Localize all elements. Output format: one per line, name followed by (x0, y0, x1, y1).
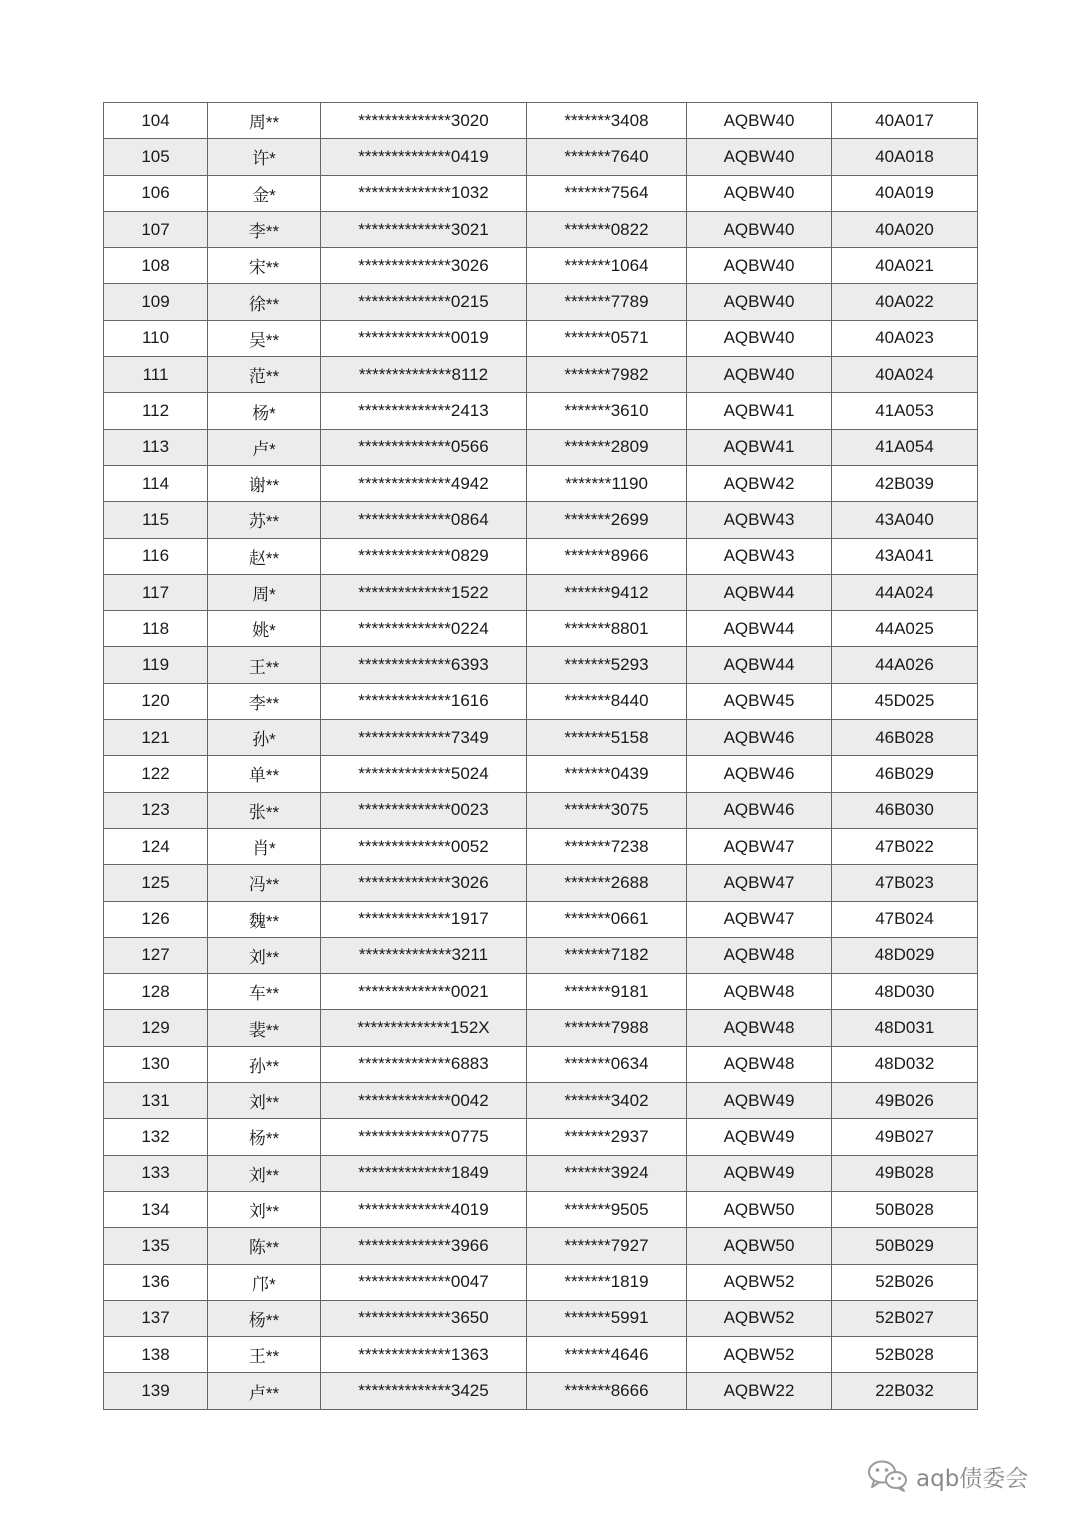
phone-cell: *******8666 (527, 1373, 687, 1409)
id-number-cell: **************4019 (321, 1191, 527, 1227)
table-row (104, 429, 978, 465)
group-cell: AQBW41 (687, 393, 832, 429)
code-cell: 44A026 (832, 647, 978, 683)
group-cell: AQBW44 (687, 574, 832, 610)
id-number-cell: **************6883 (321, 1046, 527, 1082)
table-row (104, 538, 978, 574)
id-number-cell: **************152X (321, 1010, 527, 1046)
id-number-cell: **************1032 (321, 175, 527, 211)
phone-cell: *******8440 (527, 683, 687, 719)
name-cell: 徐** (208, 284, 321, 320)
id-number-cell: **************0864 (321, 502, 527, 538)
group-cell: AQBW40 (687, 248, 832, 284)
name-cell: 陈** (208, 1228, 321, 1264)
group-cell: AQBW47 (687, 865, 832, 901)
code-cell: 48D030 (832, 974, 978, 1010)
table-row (104, 1119, 978, 1155)
id-number-cell: **************7349 (321, 720, 527, 756)
table-row (104, 393, 978, 429)
code-cell: 40A024 (832, 357, 978, 393)
group-cell: AQBW40 (687, 139, 832, 175)
id-number-cell: **************3026 (321, 865, 527, 901)
code-cell: 40A023 (832, 320, 978, 356)
id-number-cell: **************5024 (321, 756, 527, 792)
group-cell: AQBW47 (687, 901, 832, 937)
id-number-cell: **************1522 (321, 574, 527, 610)
id-number-cell: **************1917 (321, 901, 527, 937)
name-cell: 肖* (208, 828, 321, 864)
table-row (104, 1373, 978, 1409)
seq-cell: 132 (104, 1119, 208, 1155)
id-number-cell: **************6393 (321, 647, 527, 683)
name-cell: 卢** (208, 1373, 321, 1409)
code-cell: 52B028 (832, 1337, 978, 1373)
code-cell: 40A019 (832, 175, 978, 211)
seq-cell: 131 (104, 1083, 208, 1119)
id-number-cell: **************1616 (321, 683, 527, 719)
group-cell: AQBW41 (687, 429, 832, 465)
seq-cell: 129 (104, 1010, 208, 1046)
seq-cell: 138 (104, 1337, 208, 1373)
table-row (104, 1046, 978, 1082)
group-cell: AQBW49 (687, 1155, 832, 1191)
id-number-cell: **************0775 (321, 1119, 527, 1155)
seq-cell: 115 (104, 502, 208, 538)
group-cell: AQBW43 (687, 502, 832, 538)
id-number-cell: **************0021 (321, 974, 527, 1010)
group-cell: AQBW52 (687, 1264, 832, 1300)
group-cell: AQBW40 (687, 103, 832, 139)
name-cell: 刘** (208, 937, 321, 973)
phone-cell: *******7927 (527, 1228, 687, 1264)
seq-cell: 120 (104, 683, 208, 719)
table-row (104, 139, 978, 175)
code-cell: 40A017 (832, 103, 978, 139)
seq-cell: 113 (104, 429, 208, 465)
group-cell: AQBW40 (687, 175, 832, 211)
table-row (104, 574, 978, 610)
phone-cell: *******1064 (527, 248, 687, 284)
name-cell: 孙* (208, 720, 321, 756)
group-cell: AQBW22 (687, 1373, 832, 1409)
phone-cell: *******0661 (527, 901, 687, 937)
name-cell: 李** (208, 211, 321, 247)
group-cell: AQBW42 (687, 465, 832, 501)
table-row (104, 1337, 978, 1373)
table-row (104, 828, 978, 864)
table-row (104, 103, 978, 139)
seq-cell: 136 (104, 1264, 208, 1300)
seq-cell: 109 (104, 284, 208, 320)
wechat-icon (866, 1458, 910, 1494)
code-cell: 48D032 (832, 1046, 978, 1082)
phone-cell: *******3610 (527, 393, 687, 429)
seq-cell: 110 (104, 320, 208, 356)
phone-cell: *******5293 (527, 647, 687, 683)
id-number-cell: **************3211 (321, 937, 527, 973)
table-row (104, 1300, 978, 1336)
group-cell: AQBW48 (687, 974, 832, 1010)
seq-cell: 128 (104, 974, 208, 1010)
group-cell: AQBW40 (687, 284, 832, 320)
id-number-cell: **************4942 (321, 465, 527, 501)
id-number-cell: **************0566 (321, 429, 527, 465)
code-cell: 52B027 (832, 1300, 978, 1336)
table-row (104, 465, 978, 501)
name-cell: 邝* (208, 1264, 321, 1300)
name-cell: 裴** (208, 1010, 321, 1046)
group-cell: AQBW45 (687, 683, 832, 719)
name-cell: 王** (208, 1337, 321, 1373)
phone-cell: *******8966 (527, 538, 687, 574)
name-cell: 吴** (208, 320, 321, 356)
name-cell: 赵** (208, 538, 321, 574)
name-cell: 苏** (208, 502, 321, 538)
name-cell: 姚* (208, 611, 321, 647)
name-cell: 许* (208, 139, 321, 175)
phone-cell: *******5158 (527, 720, 687, 756)
code-cell: 40A021 (832, 248, 978, 284)
code-cell: 46B029 (832, 756, 978, 792)
seq-cell: 127 (104, 937, 208, 973)
group-cell: AQBW49 (687, 1119, 832, 1155)
seq-cell: 119 (104, 647, 208, 683)
phone-cell: *******7988 (527, 1010, 687, 1046)
id-number-cell: **************0042 (321, 1083, 527, 1119)
id-number-cell: **************8112 (321, 357, 527, 393)
seq-cell: 105 (104, 139, 208, 175)
phone-cell: *******2937 (527, 1119, 687, 1155)
seq-cell: 134 (104, 1191, 208, 1227)
table-row (104, 937, 978, 973)
phone-cell: *******7564 (527, 175, 687, 211)
seq-cell: 125 (104, 865, 208, 901)
phone-cell: *******4646 (527, 1337, 687, 1373)
id-number-cell: **************3021 (321, 211, 527, 247)
name-cell: 车** (208, 974, 321, 1010)
group-cell: AQBW40 (687, 357, 832, 393)
table-row (104, 284, 978, 320)
phone-cell: *******7182 (527, 937, 687, 973)
name-cell: 孙** (208, 1046, 321, 1082)
table-row (104, 720, 978, 756)
phone-cell: *******9505 (527, 1191, 687, 1227)
seq-cell: 126 (104, 901, 208, 937)
id-number-cell: **************1849 (321, 1155, 527, 1191)
group-cell: AQBW50 (687, 1228, 832, 1264)
table-row (104, 901, 978, 937)
table-row (104, 357, 978, 393)
id-number-cell: **************0224 (321, 611, 527, 647)
id-number-cell: **************3026 (321, 248, 527, 284)
table-row (104, 974, 978, 1010)
seq-cell: 106 (104, 175, 208, 211)
group-cell: AQBW43 (687, 538, 832, 574)
phone-cell: *******0439 (527, 756, 687, 792)
code-cell: 44A025 (832, 611, 978, 647)
id-number-cell: **************3650 (321, 1300, 527, 1336)
table-row (104, 792, 978, 828)
table-row (104, 175, 978, 211)
seq-cell: 123 (104, 792, 208, 828)
code-cell: 47B022 (832, 828, 978, 864)
phone-cell: *******2809 (527, 429, 687, 465)
code-cell: 40A022 (832, 284, 978, 320)
seq-cell: 108 (104, 248, 208, 284)
phone-cell: *******3408 (527, 103, 687, 139)
code-cell: 41A053 (832, 393, 978, 429)
id-number-cell: **************3020 (321, 103, 527, 139)
code-cell: 43A040 (832, 502, 978, 538)
name-cell: 刘** (208, 1155, 321, 1191)
phone-cell: *******3924 (527, 1155, 687, 1191)
phone-cell: *******2699 (527, 502, 687, 538)
seq-cell: 112 (104, 393, 208, 429)
phone-cell: *******2688 (527, 865, 687, 901)
table-row (104, 1228, 978, 1264)
name-cell: 杨** (208, 1119, 321, 1155)
table-row (104, 611, 978, 647)
seq-cell: 124 (104, 828, 208, 864)
phone-cell: *******7640 (527, 139, 687, 175)
name-cell: 宋** (208, 248, 321, 284)
code-cell: 41A054 (832, 429, 978, 465)
code-cell: 49B028 (832, 1155, 978, 1191)
phone-cell: *******0571 (527, 320, 687, 356)
group-cell: AQBW46 (687, 792, 832, 828)
code-cell: 46B030 (832, 792, 978, 828)
code-cell: 47B024 (832, 901, 978, 937)
name-cell: 刘** (208, 1191, 321, 1227)
id-number-cell: **************0047 (321, 1264, 527, 1300)
name-cell: 王** (208, 647, 321, 683)
table-row (104, 1010, 978, 1046)
name-cell: 杨** (208, 1300, 321, 1336)
name-cell: 谢** (208, 465, 321, 501)
group-cell: AQBW46 (687, 756, 832, 792)
table-row (104, 756, 978, 792)
code-cell: 48D029 (832, 937, 978, 973)
name-cell: 张** (208, 792, 321, 828)
id-number-cell: **************1363 (321, 1337, 527, 1373)
id-number-cell: **************3425 (321, 1373, 527, 1409)
table-row (104, 248, 978, 284)
phone-cell: *******3402 (527, 1083, 687, 1119)
seq-cell: 122 (104, 756, 208, 792)
seq-cell: 130 (104, 1046, 208, 1082)
code-cell: 50B029 (832, 1228, 978, 1264)
table-row (104, 865, 978, 901)
name-cell: 单** (208, 756, 321, 792)
id-number-cell: **************3966 (321, 1228, 527, 1264)
seq-cell: 116 (104, 538, 208, 574)
code-cell: 40A018 (832, 139, 978, 175)
seq-cell: 133 (104, 1155, 208, 1191)
name-cell: 李** (208, 683, 321, 719)
phone-cell: *******7789 (527, 284, 687, 320)
table-row (104, 683, 978, 719)
phone-cell: *******1819 (527, 1264, 687, 1300)
name-cell: 刘** (208, 1083, 321, 1119)
phone-cell: *******9412 (527, 574, 687, 610)
group-cell: AQBW40 (687, 320, 832, 356)
code-cell: 52B026 (832, 1264, 978, 1300)
seq-cell: 137 (104, 1300, 208, 1336)
group-cell: AQBW40 (687, 211, 832, 247)
code-cell: 46B028 (832, 720, 978, 756)
phone-cell: *******8801 (527, 611, 687, 647)
name-cell: 周* (208, 574, 321, 610)
watermark (866, 1456, 1028, 1496)
group-cell: AQBW46 (687, 720, 832, 756)
seq-cell: 117 (104, 574, 208, 610)
seq-cell: 135 (104, 1228, 208, 1264)
code-cell: 40A020 (832, 211, 978, 247)
id-number-cell: **************0019 (321, 320, 527, 356)
table-row (104, 1191, 978, 1227)
group-cell: AQBW52 (687, 1300, 832, 1336)
code-cell: 47B023 (832, 865, 978, 901)
code-cell: 48D031 (832, 1010, 978, 1046)
code-cell: 22B032 (832, 1373, 978, 1409)
seq-cell: 121 (104, 720, 208, 756)
name-cell: 金* (208, 175, 321, 211)
table-row (104, 211, 978, 247)
seq-cell: 118 (104, 611, 208, 647)
name-cell: 卢* (208, 429, 321, 465)
id-number-cell: **************0052 (321, 828, 527, 864)
id-number-cell: **************0215 (321, 284, 527, 320)
code-cell: 49B027 (832, 1119, 978, 1155)
code-cell: 50B028 (832, 1191, 978, 1227)
table-row (104, 1083, 978, 1119)
code-cell: 43A041 (832, 538, 978, 574)
code-cell: 44A024 (832, 574, 978, 610)
phone-cell: *******1190 (527, 465, 687, 501)
phone-cell: *******7238 (527, 828, 687, 864)
group-cell: AQBW52 (687, 1337, 832, 1373)
seq-cell: 107 (104, 211, 208, 247)
group-cell: AQBW48 (687, 1010, 832, 1046)
table-row (104, 320, 978, 356)
group-cell: AQBW48 (687, 937, 832, 973)
seq-cell: 111 (104, 357, 208, 393)
name-cell: 魏** (208, 901, 321, 937)
seq-cell: 139 (104, 1373, 208, 1409)
code-cell: 42B039 (832, 465, 978, 501)
code-cell: 49B026 (832, 1083, 978, 1119)
group-cell: AQBW48 (687, 1046, 832, 1082)
id-number-cell: **************2413 (321, 393, 527, 429)
table-row (104, 1264, 978, 1300)
group-cell: AQBW50 (687, 1191, 832, 1227)
name-cell: 周** (208, 103, 321, 139)
group-cell: AQBW49 (687, 1083, 832, 1119)
phone-cell: *******0634 (527, 1046, 687, 1082)
phone-cell: *******9181 (527, 974, 687, 1010)
seq-cell: 104 (104, 103, 208, 139)
phone-cell: *******0822 (527, 211, 687, 247)
name-cell: 范** (208, 357, 321, 393)
id-number-cell: **************0419 (321, 139, 527, 175)
phone-cell: *******7982 (527, 357, 687, 393)
phone-cell: *******3075 (527, 792, 687, 828)
id-number-cell: **************0023 (321, 792, 527, 828)
seq-cell: 114 (104, 465, 208, 501)
name-cell: 冯** (208, 865, 321, 901)
watermark-text: aqb债委会 (916, 1465, 1029, 1492)
table-row (104, 647, 978, 683)
name-cell: 杨* (208, 393, 321, 429)
roster-table (103, 102, 978, 1410)
group-cell: AQBW47 (687, 828, 832, 864)
group-cell: AQBW44 (687, 611, 832, 647)
table-row (104, 502, 978, 538)
phone-cell: *******5991 (527, 1300, 687, 1336)
table-row (104, 1155, 978, 1191)
group-cell: AQBW44 (687, 647, 832, 683)
code-cell: 45D025 (832, 683, 978, 719)
id-number-cell: **************0829 (321, 538, 527, 574)
roster-body (104, 103, 978, 1410)
